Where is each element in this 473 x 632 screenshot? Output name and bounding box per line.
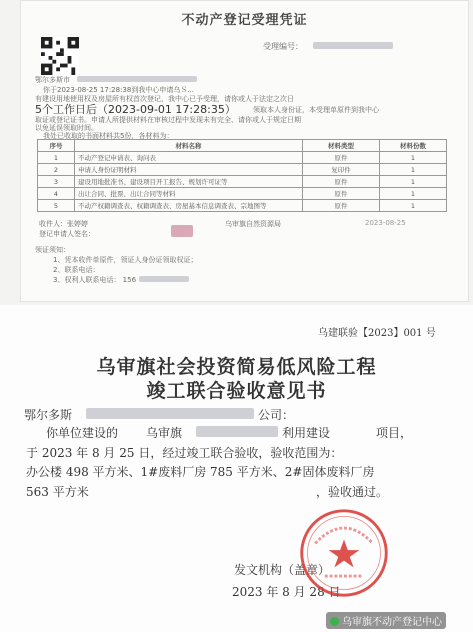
table-cell: 不动产登记申请表、询问表 [75, 152, 303, 164]
table-header: 序号 [38, 140, 75, 152]
receipt-line1: 你于2023-08-25 17:28:38到我中心申请乌Ｓ... [43, 86, 195, 94]
note-item: 3、权利人联系电话： 156 [53, 276, 137, 284]
body-line4-tail: ，验收通过。 [316, 485, 389, 499]
table-cell: 4 [38, 188, 75, 200]
acceptance-opinion [0, 305, 473, 632]
table-header: 材料名称 [75, 140, 303, 152]
body-line2: 于 2023 年 8 月 25 日，经过竣工联合验收，验收范围为： [26, 446, 343, 460]
body-line1-b: 乌审旗 [146, 426, 183, 440]
body-line1-d: 项目， [376, 426, 413, 440]
client-name-redacted [77, 76, 197, 82]
table-row [38, 164, 447, 176]
registration-receipt [20, 0, 469, 302]
receipt-line5: 以免延误领取时间。 [35, 124, 98, 132]
materials-table [37, 139, 447, 212]
table-row [38, 200, 447, 212]
table-cell: 1 [380, 188, 447, 200]
body-line4: 563 平方米 [26, 485, 89, 499]
table-cell: 建设用地批准书、建设项目开工报告、规划许可证等 [75, 176, 303, 188]
table-row [38, 176, 447, 188]
doc-number: 乌建联验【2023】001 号 [318, 328, 436, 339]
note-item: 1、凭本收件单原件，领证人身份证领取权证； [53, 256, 198, 264]
notes-title: 领证须知： [35, 246, 70, 254]
project-redacted [196, 426, 278, 437]
table-cell: 出让合同、批票、出让合同等材料 [75, 188, 303, 200]
receipt-title: 不动产登记受理凭证 [181, 13, 308, 28]
note-item: 2、联系电话： [53, 266, 100, 274]
receipt-line4: 取证或登记证书。申请人所提供材料在审核过程中发现未有完全、请你或人于规定日期 [35, 116, 301, 124]
table-header: 材料份数 [380, 140, 447, 152]
accept-no-redacted [313, 42, 393, 49]
opinion-title-line2: 竣工联合验收意见书 [146, 380, 327, 402]
table-row [38, 188, 447, 200]
table-cell: 申请人身份证明材料 [75, 164, 303, 176]
receipt-org: 乌审旗自然资源局 [225, 220, 281, 228]
table-cell: 1 [380, 152, 447, 164]
table-cell: 3 [38, 176, 75, 188]
table-cell: 原件 [303, 200, 380, 212]
official-seal-icon [296, 505, 392, 601]
addressee-redacted [86, 408, 254, 419]
addressee-suffix: 公司： [258, 408, 295, 422]
body-line1-a: 你单位建设的 [46, 426, 119, 440]
table-cell: 原件 [303, 152, 380, 164]
accept-no-label: 受理编号： [263, 42, 303, 51]
table-cell: 不动产权籍调查表、权籍调查表、房屋基本信息调查表、宗地图等 [75, 200, 303, 212]
client-prefix: 鄂尔多斯市 [35, 76, 70, 84]
table-header: 材料类型 [303, 140, 380, 152]
body-line3: 办公楼 498 平方米、1#废料厂房 785 平方米、2#固体废料厂房 [26, 465, 375, 479]
table-cell: 1 [38, 152, 75, 164]
phone-redacted [139, 276, 189, 282]
deadline: 5个工作日后（2023-09-01 17:28:35） [35, 103, 236, 116]
receipt-line2: 有建设用地使用权及房屋所有权首次登记，我中心已予受理，请你或人于法定之次日 [35, 95, 294, 103]
body-line1-c: 利用建设 [282, 426, 331, 440]
table-cell: 1 [380, 176, 447, 188]
issue-date: 2023 年 8 月 28 日 [232, 585, 341, 599]
receipt-date: 2023-08-25 [365, 219, 406, 227]
issuer-label: 发文机构（盖章） [234, 563, 331, 577]
table-cell: 1 [380, 164, 447, 176]
table-cell: 复印件 [303, 164, 380, 176]
table-cell: 原件 [303, 188, 380, 200]
table-cell: 原件 [303, 176, 380, 188]
receiver-label: 收件人：张婷婷 [39, 220, 88, 228]
signature-redacted [171, 225, 193, 237]
table-cell: 1 [380, 200, 447, 212]
table-cell: 2 [38, 164, 75, 176]
receipt-line6: 我处已收取的书面材料共5份，各材料为： [43, 132, 174, 140]
deadline-tail: 领取本人身份证，本受理单原件到我中心 [253, 106, 379, 114]
wechat-icon [330, 617, 339, 626]
table-row [38, 152, 447, 164]
table-header-row [38, 140, 447, 152]
opinion-title-line1: 乌审旗社会投资简易低风险工程 [96, 356, 377, 378]
addressee-prefix: 鄂尔多斯 [24, 408, 73, 422]
watermark [326, 612, 446, 629]
applicant-label: 登记申请人签名： [39, 230, 95, 238]
qr-code-icon [41, 37, 79, 75]
watermark-text: 乌审旗不动产登记中心 [342, 617, 442, 628]
table-cell: 5 [38, 200, 75, 212]
